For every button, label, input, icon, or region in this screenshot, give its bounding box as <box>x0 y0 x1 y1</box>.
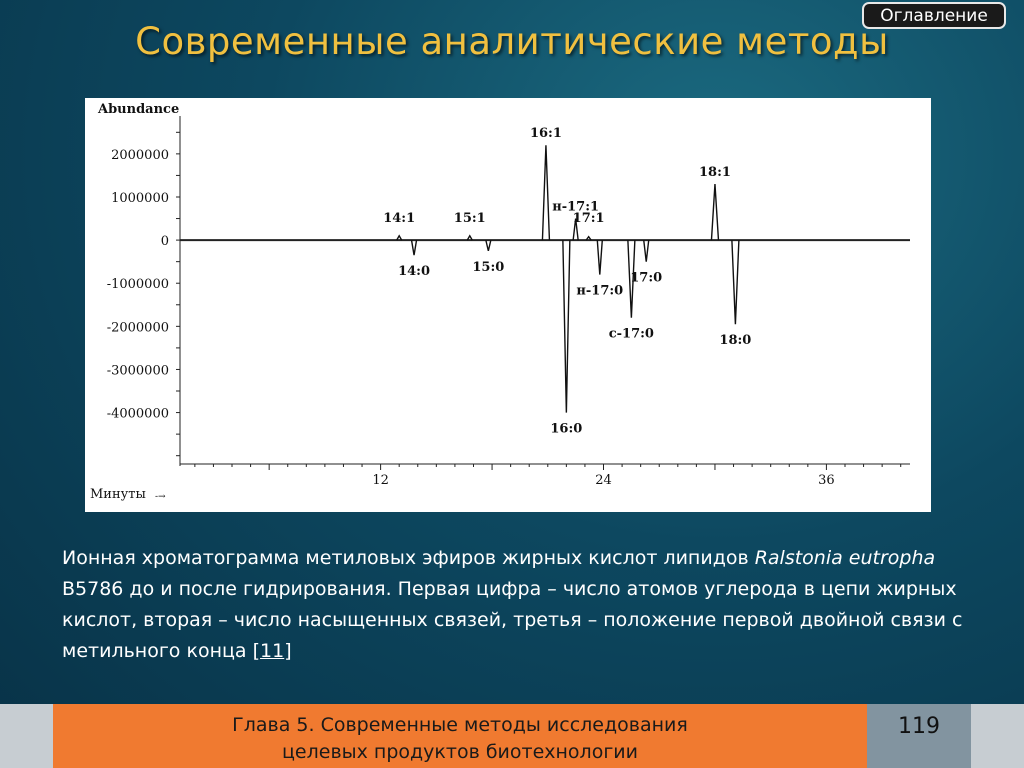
chromatogram-chart <box>85 98 931 512</box>
peak-label: н-17:0 <box>576 283 624 299</box>
peak-label: 16:1 <box>529 126 562 142</box>
peak-17-0 <box>644 240 649 262</box>
y-tick-label: 0 <box>160 234 169 250</box>
peak-label: н-17:1 <box>552 199 600 215</box>
peak-16-0 <box>563 240 570 412</box>
x-tick-label: 12 <box>372 473 389 488</box>
peak-label: 16:0 <box>550 421 583 437</box>
caption-text-1: Ионная хроматограмма метиловых эфиров жирных кислот липидов <box>62 547 755 569</box>
peak-18-1 <box>711 184 718 240</box>
figure-caption <box>62 543 972 667</box>
peak-15-0 <box>486 240 491 251</box>
x-axis-title-arrow: -→ <box>155 492 166 502</box>
y-tick-label: 1000000 <box>111 190 169 206</box>
footer-chapter-title <box>53 712 867 766</box>
footer-chapter-line-1: Глава 5. Современные методы исследования <box>232 714 688 736</box>
peak-label: 18:0 <box>719 333 752 349</box>
peak-label: 17:1 <box>572 211 605 227</box>
x-tick-label: 24 <box>595 473 612 488</box>
x-tick-label: 36 <box>818 473 835 488</box>
peak-label: с-17:0 <box>608 326 654 342</box>
caption-reference-link[interactable]: 11 <box>260 640 285 662</box>
y-tick-label: 2000000 <box>111 147 169 163</box>
y-tick-label: -4000000 <box>106 406 169 422</box>
slide-title: Современные аналитические методы <box>135 20 889 63</box>
peak-label: 14:0 <box>398 264 431 280</box>
page-number: 119 <box>867 704 971 768</box>
peak-18-0 <box>732 240 739 324</box>
y-axis-title: Abundance <box>98 102 180 117</box>
peak-н-17-0 <box>597 240 602 274</box>
peak-16-1 <box>542 145 549 240</box>
x-axis-title: Минуты <box>90 487 146 502</box>
table-of-contents-button[interactable]: Оглавление <box>862 2 1006 29</box>
caption-text-3: ] <box>284 640 292 662</box>
peak-label: 14:1 <box>383 211 416 227</box>
y-tick-label: -3000000 <box>106 363 169 379</box>
footer-left-block <box>0 704 53 768</box>
y-tick-label: -1000000 <box>106 277 169 293</box>
chromatogram-svg <box>85 98 931 512</box>
footer-chapter-line-2: целевых продуктов биотехнологии <box>281 741 639 763</box>
footer-right-block <box>971 704 1024 768</box>
peak-label: 17:0 <box>630 270 663 286</box>
peak-label: 18:1 <box>698 165 731 181</box>
caption-text-2: B5786 до и после гидрирования. Первая цифра – число атомов углерода в цепи жирных кислот, вторая – число насыщенных связей, третья – положение первой двойной связи с метильного конца [ <box>62 578 963 662</box>
caption-species: Ralstonia eutropha <box>754 547 936 569</box>
peak-14-0 <box>412 240 417 255</box>
y-tick-label: -2000000 <box>106 320 169 336</box>
peak-label: 15:1 <box>453 211 486 227</box>
peak-label: 15:0 <box>472 259 505 275</box>
